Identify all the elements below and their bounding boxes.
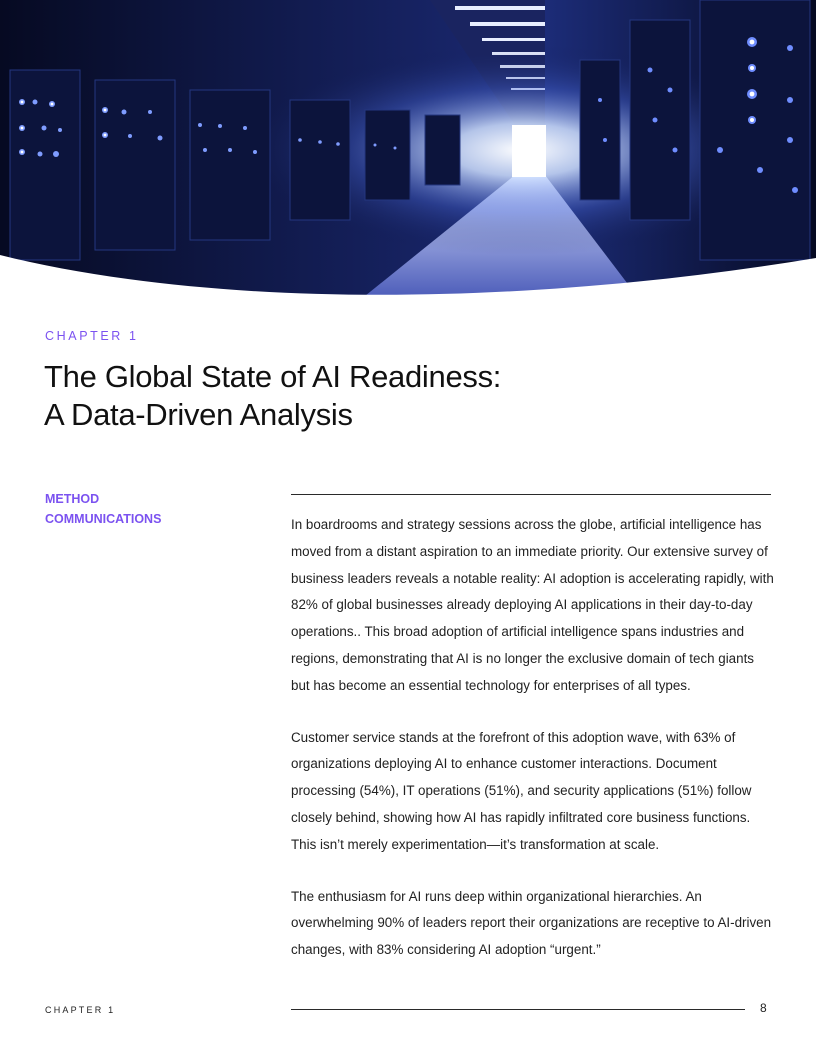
page-number: 8 <box>760 1001 767 1015</box>
page-title <box>44 358 764 434</box>
title-line-1: The Global State of AI Readiness: <box>44 359 502 394</box>
footer-chapter-label: CHAPTER 1 <box>45 1005 116 1015</box>
sidebar-line-communications: COMMUNICATIONS <box>45 512 162 526</box>
hero-image <box>0 0 816 300</box>
footer-divider <box>291 1009 745 1010</box>
body-paragraph-1: In boardrooms and strategy sessions across the globe, artificial intelligence has moved from a distant aspiration to an immediate priority. Our extensive survey of business leaders reveals a notable reality: AI adoption is accelerating rapidly, with 82% of global businesses already deploying AI applications in their day-to-day operations.. This broad adoption of artificial intelligence spans industries and regions, demonstrating that AI is no longer the exclusive domain of tech giants but has become an essential technology for enterprises of all types. <box>291 517 774 693</box>
sidebar-line-method: METHOD <box>45 492 100 506</box>
chapter-label: CHAPTER 1 <box>45 329 139 343</box>
title-line-2: A Data-Driven Analysis <box>44 397 353 432</box>
body-paragraph-2: Customer service stands at the forefront of this adoption wave, with 63% of organizations deploying AI to enhance customer interactions. Document processing (54%), IT operations (51%), and security applications (51%) follow closely behind, showing how AI has rapidly infiltrated core business functions. This isn’t merely experimentation—it’s transformation at scale. <box>291 729 752 852</box>
server-corridor-illustration <box>0 0 816 300</box>
sidebar-label <box>45 489 161 529</box>
body-text <box>291 512 775 989</box>
body-top-divider <box>291 494 771 495</box>
body-paragraph-3: The enthusiasm for AI runs deep within organizational hierarchies. An overwhelming 90% of leaders report their organizations are receptive to AI-driven changes, with 83% considering AI adoption “urgent.” <box>291 888 772 958</box>
